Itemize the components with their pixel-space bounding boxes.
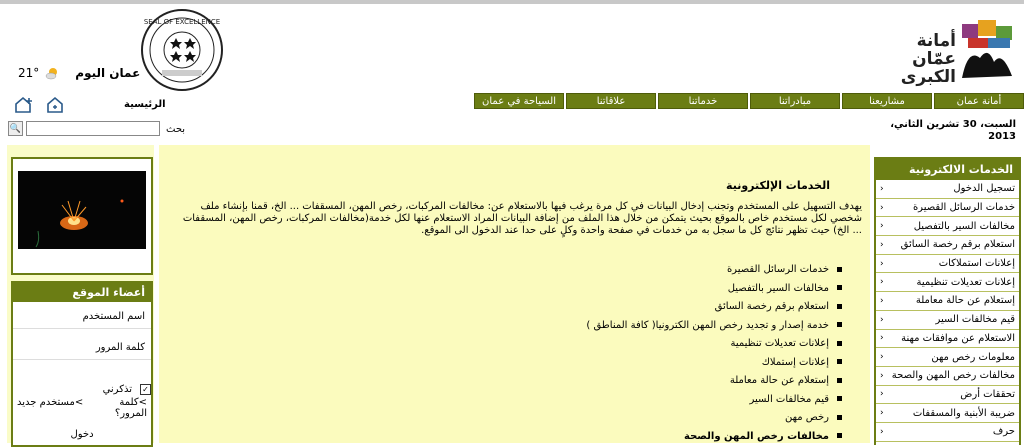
sidebar-item-label: معلومات رخص مهن xyxy=(931,351,1015,363)
service-label: رخص مهن xyxy=(784,412,829,423)
sidebar-item[interactable] xyxy=(876,255,1019,274)
nav-projects[interactable]: مشاريعنا xyxy=(842,93,932,109)
sidebar-item-label: إستعلام عن حالة معاملة xyxy=(915,295,1015,307)
chevron-right-icon: › xyxy=(880,295,884,306)
chevron-right-icon: › xyxy=(880,183,884,194)
service-label: قيم مخالفات السير xyxy=(749,393,829,405)
page-title: الخدمات الإلكترونية xyxy=(726,179,830,192)
search-button[interactable] xyxy=(8,121,23,136)
logo-mark-icon xyxy=(958,18,1016,82)
new-user-link[interactable]: >مستخدم جديد xyxy=(17,397,84,408)
sidebar-item-label: مخالفات السير بالتفصيل xyxy=(913,220,1015,232)
logo-line-3: الكبرى xyxy=(900,67,956,87)
remember-label: تذكرني xyxy=(102,384,132,395)
sidebar-item-label: تسجيل الدخول xyxy=(953,183,1015,195)
sidebar-item[interactable] xyxy=(876,404,1019,423)
service-label: خدمة إصدار و تجديد رخص المهن الكترونيا( كافة المناطق ) xyxy=(586,319,829,331)
list-item[interactable] xyxy=(586,335,842,354)
date-line-2: 2013 xyxy=(988,131,1016,142)
video-panel xyxy=(11,157,153,275)
nav-relations[interactable]: علاقاتنا xyxy=(566,93,656,109)
list-item[interactable] xyxy=(586,298,842,317)
members-panel xyxy=(11,281,153,447)
members-title: أعضاء الموقع xyxy=(13,283,151,302)
weather-temp: 21° xyxy=(18,66,40,80)
chevron-right-icon: › xyxy=(880,221,884,232)
main-nav xyxy=(474,93,1024,109)
sidebar-item[interactable] xyxy=(876,330,1019,349)
sidebar-item-label: ضريبة الأبنية والمسقفات xyxy=(912,407,1015,419)
password-field[interactable]: كلمة المرور xyxy=(13,337,151,360)
sidebar-item-label: استعلام برقم رخصة السائق xyxy=(900,239,1015,251)
list-item[interactable] xyxy=(586,261,842,280)
service-label: مخالفات السير بالتفصيل xyxy=(727,282,829,294)
chevron-right-icon: › xyxy=(880,408,884,419)
sidebar-item[interactable] xyxy=(876,367,1019,386)
sidebar-item-label: إعلانات استملاكات xyxy=(938,258,1015,270)
logo-line-2: عمّان xyxy=(912,49,956,69)
eservices-title: الخدمات الالكترونية xyxy=(876,159,1019,180)
home-icon[interactable] xyxy=(14,96,36,114)
seal-of-excellence-icon xyxy=(140,8,224,92)
chevron-right-icon: › xyxy=(880,239,884,250)
video-player[interactable] xyxy=(18,171,146,249)
sidebar-item[interactable] xyxy=(876,236,1019,255)
list-item[interactable] xyxy=(586,409,842,428)
sidebar-item[interactable] xyxy=(876,199,1019,218)
service-label: خدمات الرسائل القصيرة xyxy=(726,264,829,275)
top-border xyxy=(0,0,1024,4)
remember-checkbox[interactable]: ✓ xyxy=(140,384,151,395)
add-favorite-icon[interactable] xyxy=(46,96,68,114)
search-input[interactable] xyxy=(26,121,160,136)
service-label: مخالفات رخص المهن والصحة xyxy=(684,430,829,442)
list-item[interactable] xyxy=(586,354,842,373)
service-label: إعلانات تعديلات تنظيمية xyxy=(730,338,829,349)
service-label: إستعلام عن حالة معاملة xyxy=(729,375,829,386)
sidebar-item-label: قيم مخالفات السير xyxy=(935,314,1015,326)
sidebar-item[interactable] xyxy=(876,348,1019,367)
chevron-right-icon: › xyxy=(880,277,884,288)
nav-initiatives[interactable]: مبادراتنا xyxy=(750,93,840,109)
sidebar-item[interactable] xyxy=(876,273,1019,292)
list-item[interactable] xyxy=(586,317,842,336)
intro-paragraph: يهدف التسهيل على المستخدم وتجنب إدخال البيانات في كل مرة يرغب فيها بالاستعلام عن: مخالفات المركبات، رخص المهن، المسقفات ... الخ، قمنا بإنشاء ملف شخصي لكل مستخدم خاص بالموقع بحيث يتمكن من خلال هذا الملف من إضافة البيانات المراد الاستعلام عنها لكل خدمة(مخالفات المركبات، رخص المهن، المسقفات ... الخ) حيث تظهر نتائج كل ما سجل به من خدمات في صفحة واحدة وكلٍ على حدا عند الدخول الى الموقع. xyxy=(182,201,862,236)
forgot-password-link[interactable]: >كلمة المرور؟ xyxy=(114,397,147,419)
sidebar-item-label: خدمات الرسائل القصيرة xyxy=(912,202,1015,214)
remember-me[interactable] xyxy=(13,384,151,395)
services-list xyxy=(586,261,842,446)
list-item[interactable] xyxy=(586,280,842,299)
sidebar-item[interactable] xyxy=(876,292,1019,311)
home-link[interactable]: الرئيسية xyxy=(124,99,166,110)
weather-widget xyxy=(18,66,140,80)
eservices-panel xyxy=(874,157,1021,445)
search-icon: 🔍 xyxy=(9,123,22,133)
sun-cloud-icon xyxy=(45,66,59,80)
date-line-1: السبت، 30 تشرين الثاني، xyxy=(890,119,1016,130)
logo-text xyxy=(901,32,956,86)
quick-icons xyxy=(14,96,68,114)
sidebar-item-label: إعلانات تعديلات تنظيمية xyxy=(916,276,1015,288)
sidebar-item-label: الاستعلام عن موافقات مهنة xyxy=(901,332,1015,344)
fireworks-image xyxy=(18,171,146,249)
login-button[interactable]: دخول xyxy=(70,429,94,440)
nav-tourism[interactable]: السياحة في عمان xyxy=(474,93,564,109)
list-item[interactable] xyxy=(586,391,842,410)
nav-services[interactable]: خدماتنا xyxy=(658,93,748,109)
current-date xyxy=(890,119,1016,143)
chevron-right-icon: › xyxy=(880,333,884,344)
list-item[interactable] xyxy=(586,372,842,391)
weather-city: عمان اليوم xyxy=(75,66,141,80)
list-item[interactable] xyxy=(586,428,842,447)
sidebar-item-label: حرف xyxy=(992,426,1015,438)
search-label: بحث xyxy=(166,124,186,135)
nav-amman[interactable]: أمانة عمان xyxy=(934,93,1024,109)
chevron-right-icon: › xyxy=(880,202,884,213)
sidebar-item[interactable] xyxy=(876,423,1019,442)
logo-line-1: أمانة xyxy=(916,31,956,51)
svg-text:SEAL OF EXCELLENCE: SEAL OF EXCELLENCE xyxy=(143,18,221,26)
service-label: استعلام برقم رخصة السائق xyxy=(714,301,829,312)
username-field[interactable]: اسم المستخدم xyxy=(13,306,151,329)
left-sidebar xyxy=(7,145,154,443)
sidebar-item[interactable] xyxy=(876,386,1019,405)
chevron-right-icon: › xyxy=(880,314,884,325)
sidebar-item-label: مخالفات رخص المهن والصحة xyxy=(891,370,1015,382)
service-label: إعلانات إستملاك xyxy=(761,356,829,368)
chevron-right-icon: › xyxy=(880,389,884,400)
amman-logo[interactable] xyxy=(900,14,1016,87)
chevron-right-icon: › xyxy=(880,426,884,437)
sidebar-item-label: تحققات أرض xyxy=(960,388,1015,400)
sidebar-item[interactable] xyxy=(876,217,1019,236)
main-content xyxy=(159,145,870,443)
chevron-right-icon: › xyxy=(880,258,884,269)
sidebar-item[interactable] xyxy=(876,311,1019,330)
member-links xyxy=(13,395,151,421)
chevron-right-icon: › xyxy=(880,370,884,381)
sidebar-item[interactable] xyxy=(876,180,1019,199)
chevron-right-icon: › xyxy=(880,352,884,363)
